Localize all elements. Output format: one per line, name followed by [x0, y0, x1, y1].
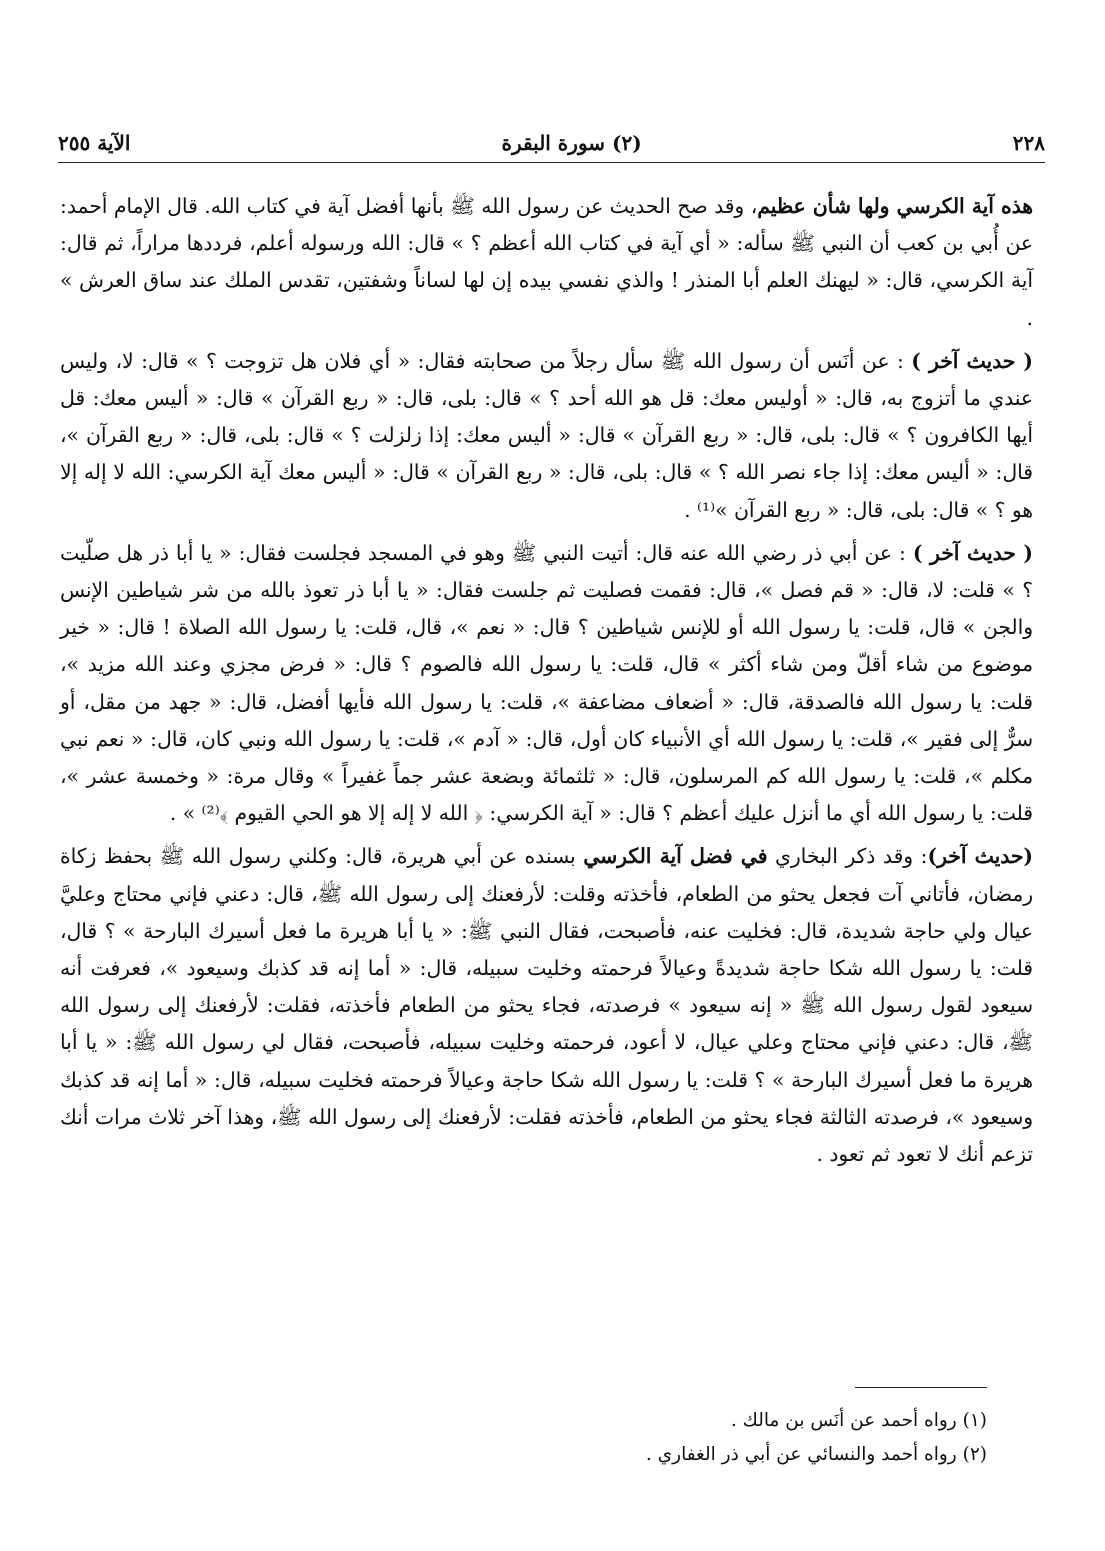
body-text: ، وقد صح الحديث عن رسول الله ﷺ بأنها أفضل آية في كتاب الله. قال الإمام أحمد: عن أُبي بن كعب أن النبي ﷺ سأله: « أي آية في كتاب الله أعظم ؟ » قال: الله ورسوله أعلم، فرددها مراراً، ثم قال: آية الكرسي، قال: « ليهنك العلم أبا المنذر ! والذي نفسي بيده إن لها لساناً وشفتين، تقدس الملك عند ساق العرش » .: [60, 194, 1033, 330]
bold-heading-text: ( حديث آخر ): [911, 348, 1033, 373]
paragraph: [60, 838, 1033, 1173]
paragraph: [60, 188, 1033, 337]
footnotes: [60, 1404, 987, 1472]
footnote-rule: [855, 1387, 987, 1388]
bold-heading-text: هذه آية الكرسي ولها شأن عظيم: [757, 194, 1034, 218]
bold-heading-text: ( حديث آخر ): [912, 540, 1033, 565]
body-text: : وقد ذكر البخاري: [767, 844, 928, 869]
footnote: (١) رواه أحمد عن أنَس بن مالك .: [730, 1410, 987, 1431]
paragraph: [60, 535, 1033, 833]
body-text: بسنده عن أبي هريرة، قال: وكلني رسول الله ﷺ بحفظ زكاة رمضان، فأتاني آت فجعل يحثو من الطعام، فأخذته وقلت: لأرفعنك إلى رسول الله ﷺ، قال: دعني فإني محتاج وعليَّ عيال ولي حاجة شديدة، قال: فخليت عنه، فأصبحت، فقال النبي ﷺ: « يا أبا هريرة ما فعل أسيرك البارحة » ؟ قال، قلت: يا رسول الله شكا حاجة شديدةً وعيالاً فرحمته وخليت سبيله، قال: « أما إنه قد كذبك وسيعود »، فعرفت أنه سيعود لقول رسول الله ﷺ « إنه سيعود » فرصدته، فجاء يحثو من الطعام فأخذته، فقلت: لأرفعنك إلى رسول الله ﷺ، قال: دعني فإني محتاج وعلي عيال، لا أعود، فرحمته وخليت سبيله، فأصبحت، فقال لي رسول الله ﷺ: « يا أبا هريرة ما فعل أسيرك البارحة » ؟ قلت: يا رسول الله شكا حاجة وعيالاً فرحمته فخليت سبيله، قال: « أما إنه قد كذبك وسيعود »، فرصدته الثالثة فجاء يحثو من الطعام، فأخذته فقلت: لأرفعنك إلى رسول الله ﷺ، وهذا آخر ثلاث مرات أنك تزعم أنك لا تعود ثم تعود .: [60, 844, 1033, 1167]
main-text: [60, 188, 1033, 1173]
surah-title: (٢) سورة البقرة: [501, 131, 642, 155]
page-header: [58, 128, 1045, 158]
body-text: : عن أبي ذر رضي الله عنه قال: أتيت النبي ﷺ وهو في المسجد فجلست فقال: « يا أبا ذر هل صلّيت ؟ » قلت: لا، قال: « قم فصل »، قال: فقمت فصليت ثم جلست فقال: « يا أبا ذر تعوذ بالله من شر شياطين الإنس والجن » قال، قلت: يا رسول الله أو للإنس شياطين ؟ قال: « نعم »، قال، قلت: يا رسول الله الصلاة ! قال: « خير موضوع من شاء أقلّ ومن شاء أكثر » قال، قلت: يا رسول الله فالصوم ؟ قال: « فرض مجزي وعند الله مزيد »، قلت: يا رسول الله فالصدقة، قال: « أضعاف مضاعفة »، قلت: يا رسول الله فأيها أفضل، قال: « جهد من مقل، أو سرٌّ إلى فقير »، قلت: يا رسول الله أي الأنبياء كان أول، قال: « آدم »، قلت: يا رسول الله ونبي كان، قال: « نعم نبي مكلم »، قلت: يا رسول الله كم المرسلون، قال: « ثلثمائة وبضعة عشر جماً غفيراً » وقال مرة: « وخمسة عشر »، قلت: يا رسول الله أي ما أنزل عليك أعظم ؟ قال: « آية الكرسي: ﴿ الله لا إله إلا هو الحي القيوم ﴾⁽²⁾ » .: [60, 540, 1033, 826]
bold-heading-text: في فضل آية الكرسي: [583, 844, 768, 869]
verse-label: الآية ٢٥٥: [58, 131, 131, 155]
bold-heading-text: (حديث آخر): [927, 844, 1034, 869]
header-rule: [58, 162, 1045, 163]
body-text: : عن أنَس أن رسول الله ﷺ سأل رجلاً من صحابته فقال: « أي فلان هل تزوجت ؟ » قال: لا، وليس عندي ما أتزوج به، قال: « أوليس معك: قل هو الله أحد ؟ » قال: بلى، قال: « ربع القرآن » قال: « أليس معك: قل أيها الكافرون ؟ » قال: بلى، قال: « ربع القرآن » قال: « أليس معك: إذا زلزلت ؟ » قال: بلى، قال: « ربع القرآن »، قال: « أليس معك: إذا جاء نصر الله ؟ » قال: بلى، قال: « ربع القرآن » قال: « أليس معك آية الكرسي: الله لا إله إلا هو ؟ » قال: بلى، قال: « ربع القرآن »⁽¹⁾ .: [60, 348, 1033, 522]
paragraph: [60, 343, 1033, 529]
footnote: (٢) رواه أحمد والنسائي عن أبي ذر الغفاري .: [645, 1444, 987, 1465]
page-number: ٢٢٨: [1012, 131, 1045, 155]
